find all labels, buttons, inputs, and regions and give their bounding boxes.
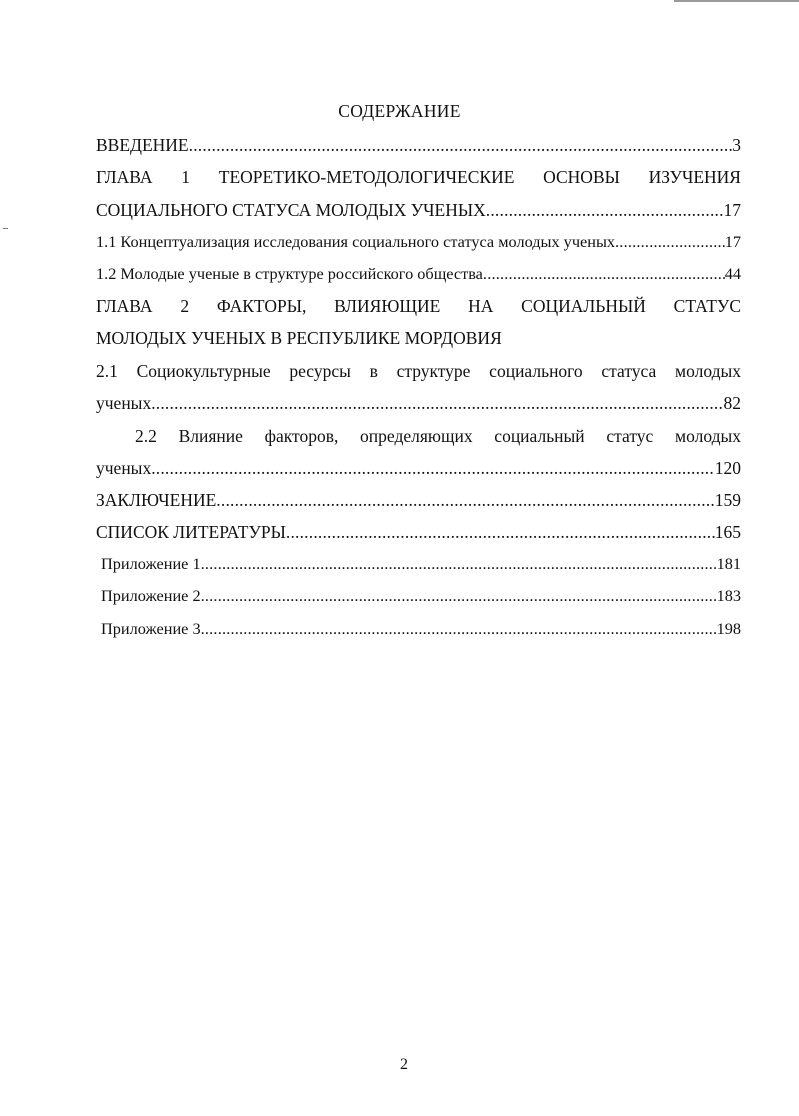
scan-margin-mark — [3, 228, 8, 229]
toc-leader-dots — [201, 617, 717, 641]
toc-page-number: 17 — [724, 232, 741, 251]
toc-entry-section-2-2-line-1[interactable]: 2.2 Влияние факторов, определяющих социальный статус молодых — [135, 426, 741, 446]
toc-entry-intro[interactable] — [96, 133, 741, 157]
page-title: СОДЕРЖАНИЕ — [338, 101, 461, 121]
toc-leader-dots — [151, 391, 723, 415]
toc-page-number: 165 — [714, 522, 741, 542]
toc-page-number: 183 — [716, 586, 741, 605]
toc-leader-dots — [486, 198, 724, 222]
toc-entry-references[interactable] — [96, 520, 741, 544]
toc-page-number: 82 — [723, 393, 741, 413]
toc-entry-label: СОЦИАЛЬНОГО СТАТУСА МОЛОДЫХ УЧЕНЫХ — [96, 200, 486, 220]
toc-entry-section-2-1-line-2[interactable] — [96, 391, 741, 415]
toc-entry-conclusion[interactable] — [96, 488, 741, 512]
toc-leader-dots — [216, 488, 714, 512]
toc-entry-label: ученых — [96, 458, 152, 478]
toc-entry-appendix-1[interactable] — [101, 552, 741, 576]
scan-edge-mark — [674, 0, 799, 2]
toc-entry-appendix-3[interactable] — [101, 617, 741, 641]
toc-page-number: 44 — [724, 264, 741, 283]
page-number: 2 — [400, 1056, 408, 1073]
toc-entry-label: 1.1 Концептуализация исследования социального статуса молодых ученых — [96, 232, 616, 251]
toc-page-number: 17 — [723, 200, 741, 220]
toc-entry-label: Приложение 3 — [101, 619, 201, 638]
toc-entry-label: 1.2 Молодые ученые в структуре российского общества — [96, 264, 483, 283]
toc-page-number: 198 — [716, 619, 741, 638]
toc-page-number: 120 — [714, 458, 741, 478]
toc-leader-dots — [286, 520, 715, 544]
toc-leader-dots — [201, 584, 717, 608]
toc-entry-chapter-1-line-2[interactable] — [96, 198, 741, 222]
toc-entry-label: ЗАКЛЮЧЕНИЕ — [96, 490, 217, 510]
toc-entry-label: ВВЕДЕНИЕ — [96, 135, 189, 155]
toc-page-number: 181 — [716, 554, 741, 573]
toc-entry-section-1-2[interactable] — [96, 262, 741, 286]
toc-entry-chapter-2-line-2[interactable]: МОЛОДЫХ УЧЕНЫХ В РЕСПУБЛИКЕ МОРДОВИЯ — [96, 328, 502, 348]
toc-entry-section-2-1-line-1[interactable]: 2.1 Социокультурные ресурсы в структуре социального статуса молодых — [96, 361, 741, 381]
toc-entry-appendix-2[interactable] — [101, 584, 741, 608]
toc-leader-dots — [615, 230, 725, 254]
toc-page-number: 3 — [732, 135, 741, 155]
toc-leader-dots — [189, 133, 733, 157]
toc-entry-label: Приложение 2 — [101, 586, 201, 605]
toc-leader-dots — [151, 456, 715, 480]
toc-leader-dots — [483, 262, 725, 286]
toc-page-number: 159 — [714, 490, 741, 510]
toc-entry-label: Приложение 1 — [101, 554, 201, 573]
toc-entry-label: ученых — [96, 393, 152, 413]
toc-entry-chapter-1-line-1[interactable]: ГЛАВА 1 ТЕОРЕТИКО-МЕТОДОЛОГИЧЕСКИЕ ОСНОВЫ ИЗУЧЕНИЯ — [96, 167, 741, 187]
toc-entry-section-2-2-line-2[interactable] — [96, 456, 741, 480]
toc-entry-section-1-1[interactable] — [96, 230, 741, 254]
toc-entry-chapter-2-line-1[interactable]: ГЛАВА 2 ФАКТОРЫ, ВЛИЯЮЩИЕ НА СОЦИАЛЬНЫЙ СТАТУС — [96, 296, 741, 316]
toc-leader-dots — [201, 552, 717, 576]
toc-entry-label: СПИСОК ЛИТЕРАТУРЫ — [96, 522, 286, 542]
